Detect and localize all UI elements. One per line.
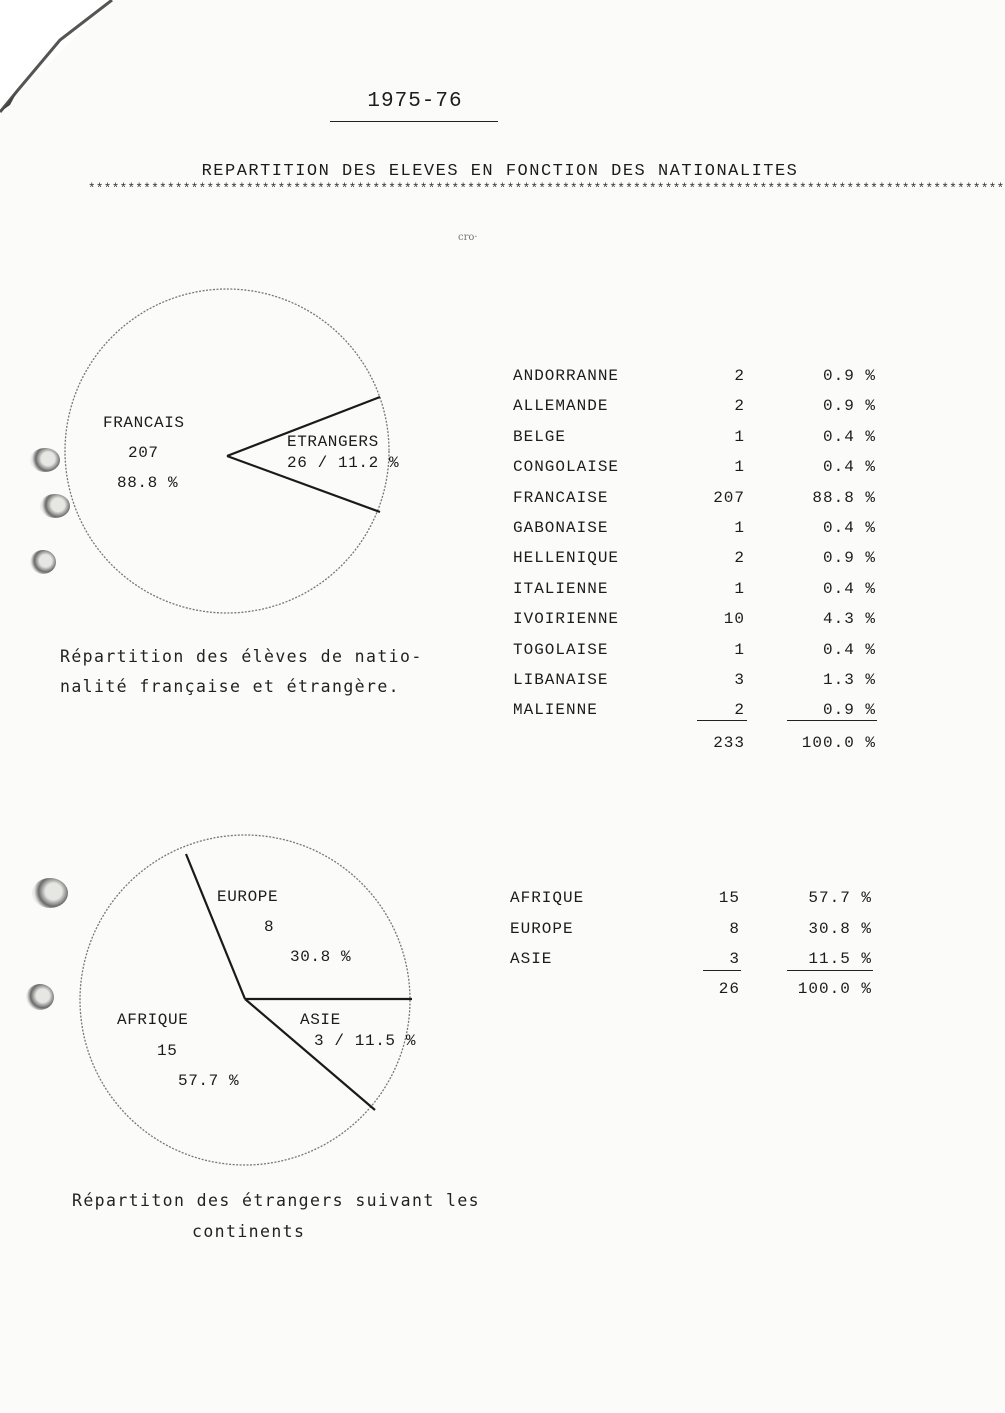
table1-count: 1: [734, 640, 745, 659]
table1-name: ALLEMANDE: [513, 397, 609, 416]
table1-row: [513, 458, 745, 478]
pie2-divider-europe: [186, 854, 245, 999]
table2-count: 15: [718, 889, 740, 907]
table1-pct: 0.9 %: [822, 549, 876, 568]
table1-count: 10: [723, 610, 745, 629]
table1-count: 207: [713, 488, 745, 507]
pie2-europe-count: 8: [264, 918, 275, 936]
table2-pct-cell: [772, 889, 872, 909]
table1-name: BELGE: [513, 427, 567, 446]
table1-row: [513, 580, 745, 600]
table1-row: [513, 367, 745, 387]
pie2-asie-value: 3 / 11.5 %: [314, 1032, 417, 1050]
table1-total-pct-cell: [780, 734, 876, 754]
pie1-etrangers-value: 26 / 11.2 %: [287, 454, 400, 472]
table1-pct: 0.4 %: [822, 458, 876, 477]
pie2-europe-percent: 30.8 %: [290, 948, 352, 966]
punch-hole: [32, 878, 68, 908]
table2-row: [510, 889, 740, 909]
table1-pct: 88.8 %: [812, 488, 876, 507]
table2-count: 3: [729, 950, 740, 968]
table1-name: FRANCAISE: [513, 488, 609, 507]
table1-name: CONGOLAISE: [513, 458, 620, 477]
table2-total-pct-cell: [780, 980, 872, 1000]
pie1-francais-label: FRANCAIS: [103, 414, 185, 432]
pie1-outline: [65, 289, 389, 613]
pie1-caption-line1: Répartition des élèves de natio-: [60, 647, 423, 666]
table2-total-pct: 100.0 %: [797, 980, 872, 998]
table1-count: 2: [734, 367, 745, 385]
table1-name: MALIENNE: [513, 701, 598, 720]
pie-chart-continents: [70, 830, 430, 1180]
table1-pct-cell: [776, 489, 876, 509]
table1-count: 3: [734, 671, 745, 689]
table1-name: LIBANAISE: [513, 671, 609, 689]
table2-total-row: [510, 980, 740, 1000]
table2-row: [510, 920, 740, 940]
pie2-asie-label: ASIE: [300, 1011, 341, 1029]
table1-row: [513, 397, 745, 417]
table1-name: TOGOLAISE: [513, 640, 609, 659]
table1-pct-total-rule: [787, 720, 877, 721]
table1-count: 2: [734, 397, 745, 416]
table1-row: [513, 519, 745, 539]
table1-pct-cell: [776, 549, 876, 569]
punch-hole: [26, 984, 54, 1010]
table2-count-total-rule: [703, 970, 741, 971]
table1-name: HELLENIQUE: [513, 549, 620, 568]
table2-pct: 30.8 %: [808, 919, 872, 938]
table1-pct: 0.9 %: [822, 397, 876, 416]
table1-row: [513, 428, 745, 448]
pie1-caption-line2: nalité française et étrangère.: [60, 677, 401, 696]
table2-row: [510, 950, 740, 970]
table1-name: IVOIRIENNE: [513, 610, 620, 629]
table1-pct-cell: [776, 671, 876, 691]
table1-pct: 1.3 %: [822, 671, 876, 689]
table2-pct: 11.5 %: [808, 950, 872, 968]
pie2-afrique-count: 15: [157, 1042, 178, 1060]
document-title: REPARTITION DES ELEVES EN FONCTION DES NATIONALITES: [201, 162, 799, 181]
table1-row: [513, 610, 745, 630]
table1-row: [513, 701, 745, 721]
table1-count: 1: [734, 427, 745, 446]
table2-pct: 57.7 %: [808, 889, 872, 907]
table1-total-pct: 100.0 %: [801, 734, 876, 752]
table2-pct-cell: [772, 950, 872, 970]
table1-pct: 0.4 %: [822, 427, 876, 446]
pie2-europe-label: EUROPE: [217, 888, 279, 906]
table1-pct: 0.9 %: [822, 367, 876, 385]
table1-count: 2: [734, 701, 745, 720]
table1-name: ITALIENNE: [513, 579, 609, 598]
table1-pct-cell: [776, 397, 876, 417]
table1-pct: 0.4 %: [822, 579, 876, 598]
punch-hole: [30, 550, 56, 574]
table1-pct-cell: [776, 519, 876, 539]
table1-count: 2: [734, 549, 745, 568]
title-star-rule: ********************************************************************************************************************: [88, 182, 1005, 196]
pie1-etrangers-label: ETRANGERS: [287, 433, 379, 451]
table2-name: ASIE: [510, 950, 553, 968]
table2-count: 8: [729, 919, 740, 938]
table1-pct: 0.9 %: [822, 701, 876, 720]
pie1-francais-count: 207: [128, 444, 159, 462]
table1-pct: 0.4 %: [822, 640, 876, 659]
table1-pct-cell: [776, 428, 876, 448]
table2-total-count: 26: [718, 980, 740, 998]
pie2-caption-line1: Répartiton des étrangers suivant les: [72, 1191, 481, 1210]
document-year: 1975-76: [367, 90, 463, 113]
table1-row: [513, 641, 745, 661]
pie2-caption-line2: continents: [192, 1222, 306, 1241]
pie2-afrique-label: AFRIQUE: [117, 1011, 189, 1029]
table1-row: [513, 671, 745, 691]
table1-name: GABONAISE: [513, 519, 609, 537]
table2-pct-total-rule: [787, 970, 873, 971]
table2-pct-cell: [772, 920, 872, 940]
table1-pct-cell: [776, 641, 876, 661]
pie2-afrique-percent: 57.7 %: [178, 1072, 240, 1090]
table1-name: ANDORRANNE: [513, 367, 620, 385]
table1-pct: 4.3 %: [822, 610, 876, 629]
folded-corner: [0, 0, 130, 130]
table2-name: AFRIQUE: [510, 889, 585, 907]
table1-total-row: [513, 734, 745, 754]
table1-pct: 0.4 %: [822, 519, 876, 537]
year-underline: [330, 121, 498, 122]
table1-count-total-rule: [697, 720, 747, 721]
stray-mark: cro·: [458, 232, 478, 243]
table1-pct-cell: [776, 701, 876, 721]
table1-total-count: 233: [713, 734, 745, 752]
table1-pct-cell: [776, 610, 876, 630]
table1-row: [513, 549, 745, 569]
table1-pct-cell: [776, 458, 876, 478]
table1-pct-cell: [776, 580, 876, 600]
table1-pct-cell: [776, 367, 876, 387]
table1-count: 1: [734, 458, 745, 477]
pie1-francais-percent: 88.8 %: [117, 474, 179, 492]
table2-name: EUROPE: [510, 919, 574, 938]
table1-row: [513, 489, 745, 509]
table1-count: 1: [734, 579, 745, 598]
table1-count: 1: [734, 519, 745, 537]
